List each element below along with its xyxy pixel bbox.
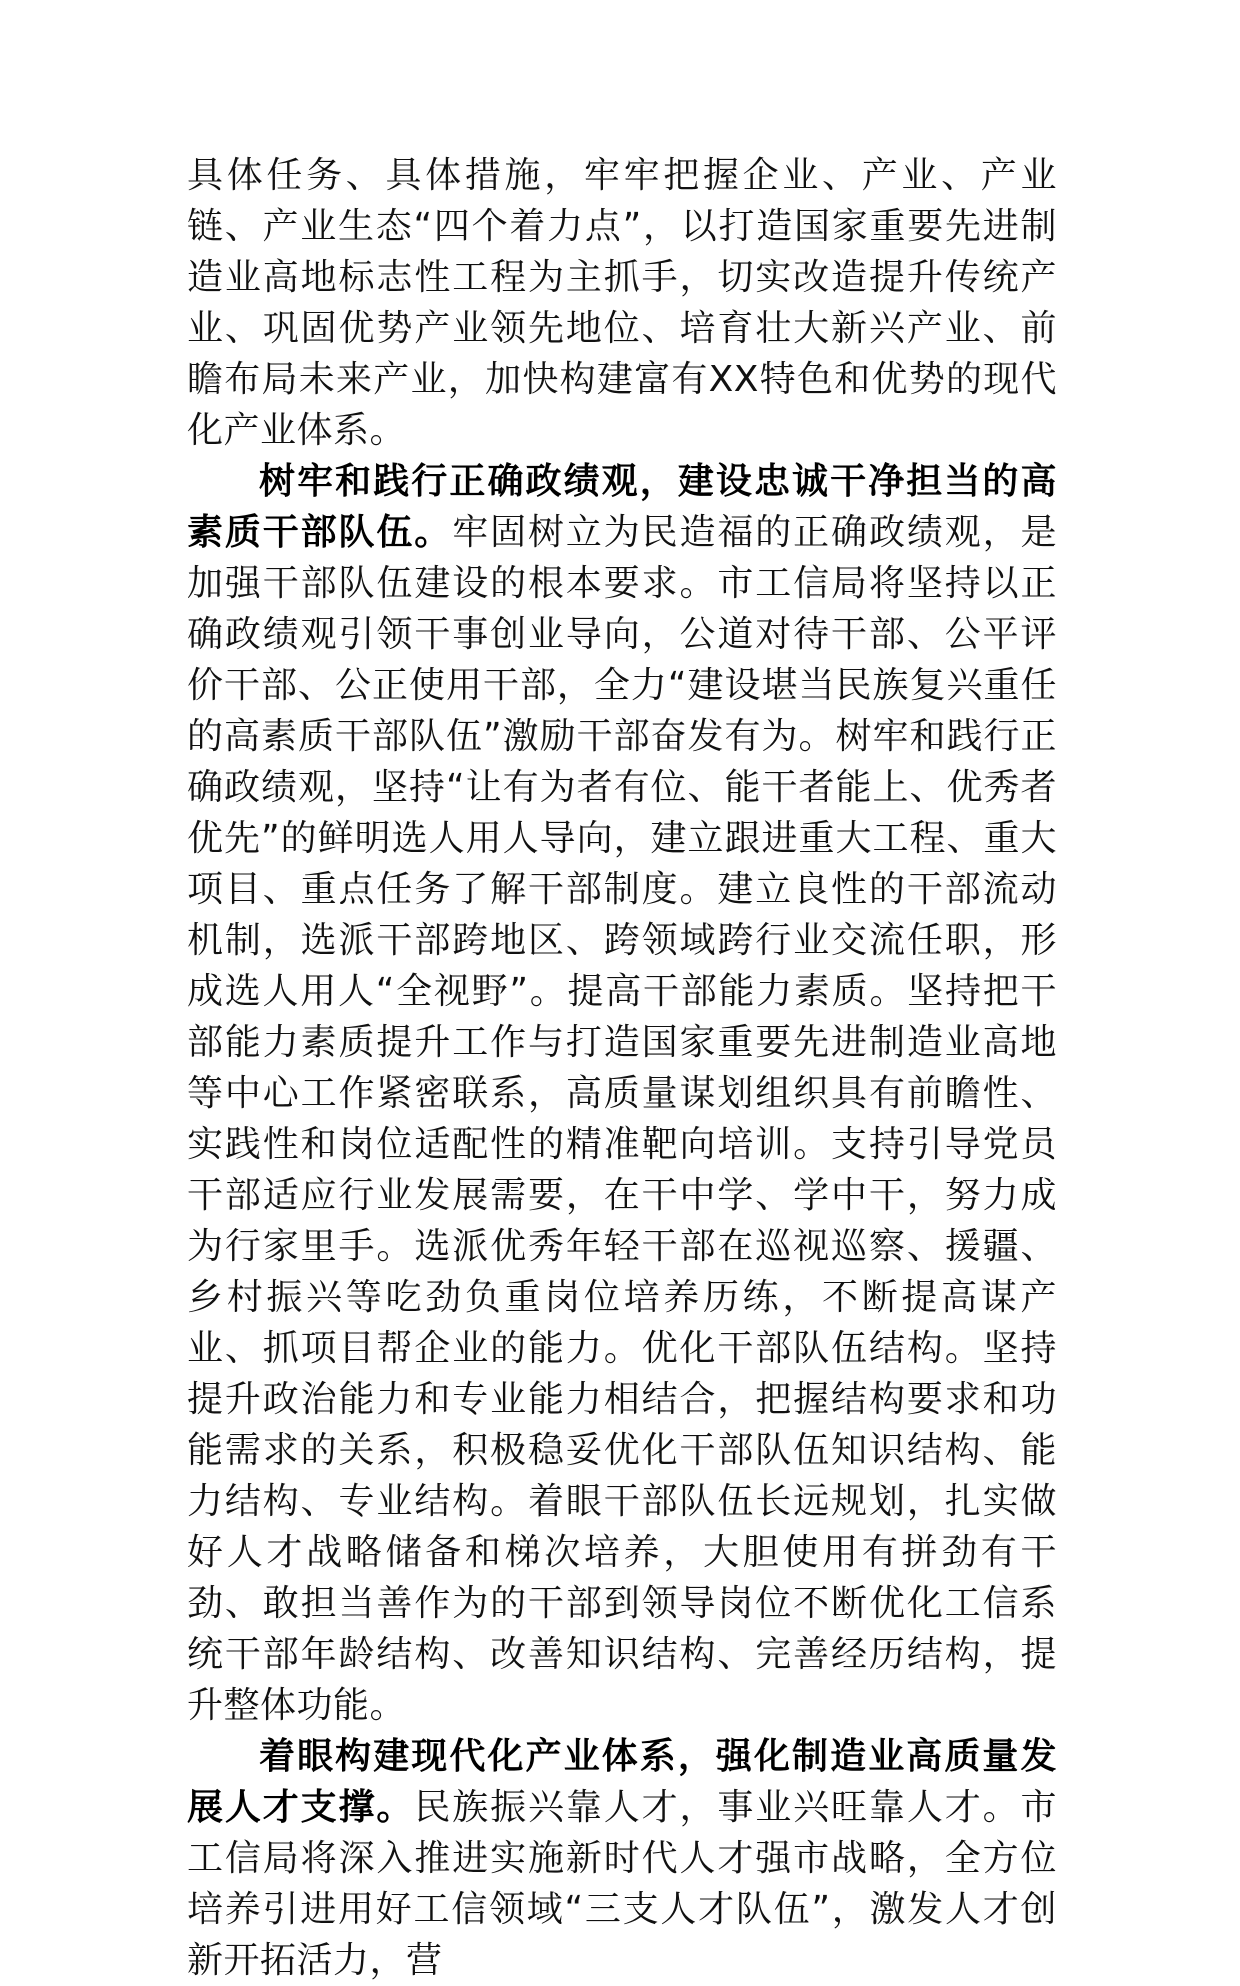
section-heading: 着眼构建现代化产业体系，强化制造业高质量发展人才支撑。 bbox=[187, 1736, 1057, 1828]
paragraph-cadre-team bbox=[187, 456, 1057, 1731]
section-heading: 树牢和践行正确政绩观，建设忠诚干净担当的高素质干部队伍。 bbox=[187, 461, 1057, 553]
paragraph-text: 具体任务、具体措施，牢牢把握企业、产业、产业链、产业生态“四个着力点”，以打造国家重要先进制造业高地标志性工程为主抓手，切实改造提升传统产业、巩固优势产业领先地位、培育壮大新兴产业、前瞻布局未来产业，加快构建富有XX特色和优势的现代化产业体系。 bbox=[187, 155, 1057, 451]
document-body bbox=[187, 150, 1057, 1986]
paragraph-talent-support bbox=[187, 1731, 1057, 1986]
paragraph-text: 牢固树立为民造福的正确政绩观，是加强干部队伍建设的根本要求。市工信局将坚持以正确政绩观引领干事创业导向，公道对待干部、公平评价干部、公正使用干部，全力“建设堪当民族复兴重任的高素质干部队伍”激励干部奋发有为。树牢和践行正确政绩观，坚持“让有为者有位、能干者能上、优秀者优先”的鲜明选人用人导向，建立跟进重大工程、重大项目、重点任务了解干部制度。建立良性的干部流动机制，选派干部跨地区、跨领域跨行业交流任职，形成选人用人“全视野”。提高干部能力素质。坚持把干部能力素质提升工作与打造国家重要先进制造业高地等中心工作紧密联系，高质量谋划组织具有前瞻性、实践性和岗位适配性的精准靶向培训。支持引导党员干部适应行业发展需要，在干中学、学中干，努力成为行家里手。选派优秀年轻干部在巡视巡察、援疆、乡村振兴等吃劲负重岗位培养历练，不断提高谋产业、抓项目帮企业的能力。优化干部队伍结构。坚持提升政治能力和专业能力相结合，把握结构要求和功能需求的关系，积极稳妥优化干部队伍知识结构、能力结构、专业结构。着眼干部队伍长远规划，扎实做好人才战略储备和梯次培养，大胆使用有拼劲有干劲、敢担当善作为的干部到领导岗位不断优化工信系统干部年龄结构、改善知识结构、完善经历结构，提升整体功能。 bbox=[187, 512, 1057, 1726]
paragraph-text: 民族振兴靠人才，事业兴旺靠人才。市工信局将深入推进实施新时代人才强市战略，全方位培养引进用好工信领域“三支人才队伍”，激发人才创新开拓活力，营 bbox=[187, 1787, 1057, 1981]
paragraph-industry-system bbox=[187, 150, 1057, 456]
